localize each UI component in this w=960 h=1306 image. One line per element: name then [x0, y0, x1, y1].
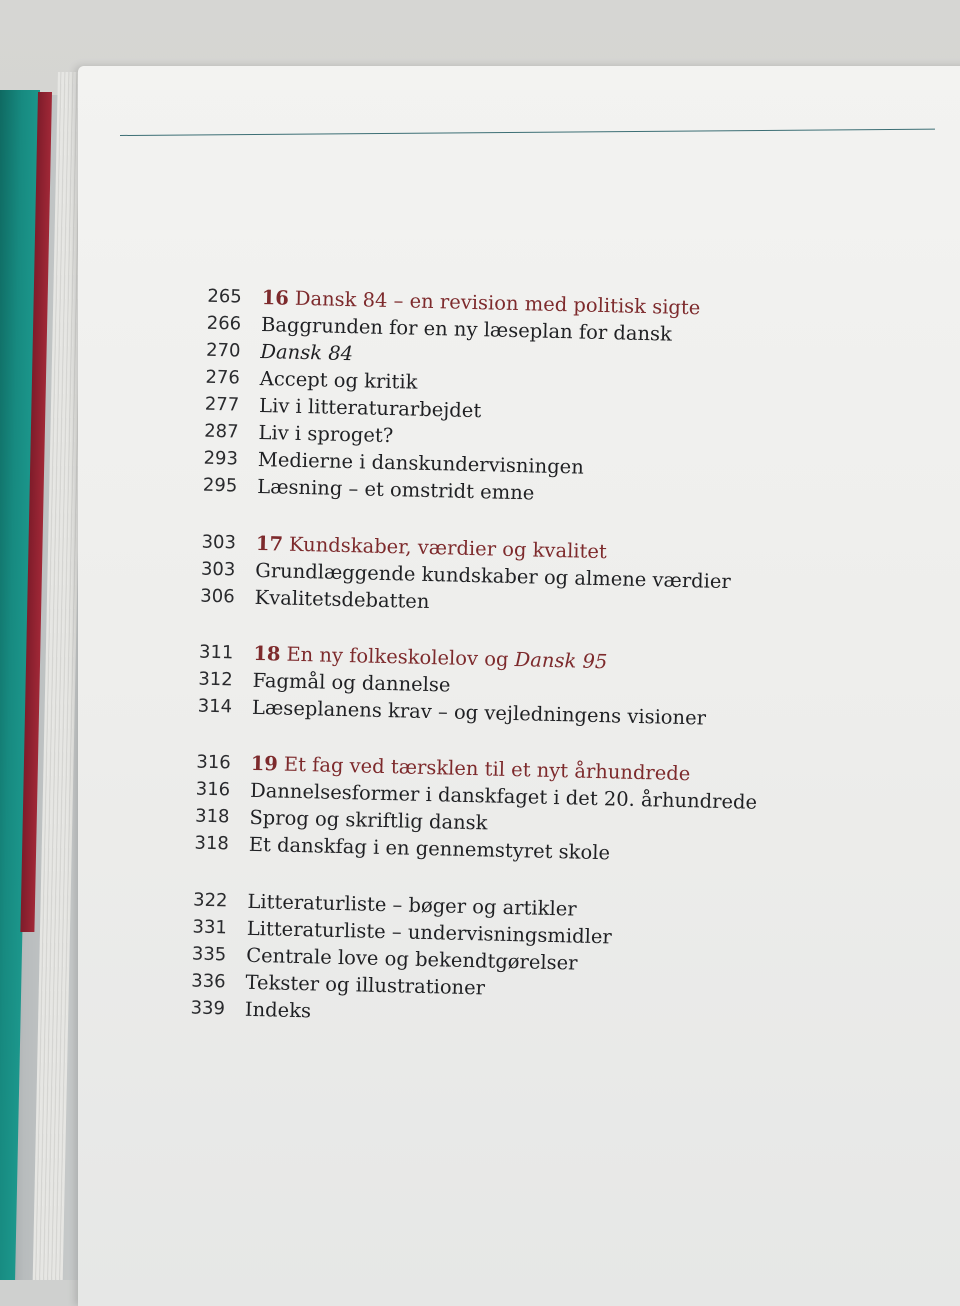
section-title: Sprog og skriftlig dansk — [249, 805, 488, 835]
backmatter-title: Litteraturliste – bøger og artikler — [247, 889, 577, 921]
toc-page-number: 287 — [203, 420, 239, 443]
toc-section — [203, 420, 394, 448]
chapter-title: En ny folkeskolelov og — [286, 642, 509, 671]
section-title: Baggrunden for en ny læseplan for dansk — [260, 312, 673, 346]
toc-page-number: 277 — [204, 393, 240, 416]
chapter-number: 16 — [261, 286, 290, 310]
section-title: Læsning – et omstridt emne — [257, 474, 535, 505]
chapter-number: 18 — [253, 641, 281, 666]
chapter-title: Kundskaber, værdier og kvalitet — [288, 532, 608, 564]
toc-section — [205, 366, 418, 395]
chapter-title-italic: Dansk 95 — [514, 648, 608, 674]
toc-page-number: 276 — [205, 366, 241, 389]
toc-page-number: 336 — [190, 970, 226, 993]
backmatter-title: Centrale love og bekendtgørelser — [245, 943, 578, 975]
toc-section — [205, 339, 354, 366]
toc-page-number: 303 — [201, 531, 237, 554]
toc-page-number: 303 — [200, 558, 236, 581]
section-title: Et danskfag i en gennemstyret skole — [248, 832, 611, 865]
section-title: Fagmål og dannelse — [252, 668, 451, 697]
section-title: Kvalitetsdebatten — [254, 585, 430, 614]
toc-page-number: 335 — [191, 943, 227, 966]
toc-backmatter-item — [190, 997, 312, 1024]
chapter-number: 17 — [255, 531, 284, 556]
toc-page-number: 314 — [197, 695, 233, 718]
toc-section — [200, 585, 430, 614]
toc-page-number: 295 — [202, 474, 238, 497]
toc-page-number: 318 — [194, 832, 230, 855]
toc-page-number: 318 — [194, 805, 230, 828]
toc-page-number: 331 — [192, 916, 228, 939]
backmatter-title: Indeks — [244, 997, 312, 1023]
chapter-number: 19 — [250, 751, 279, 776]
section-title: Accept og kritik — [259, 366, 418, 394]
backmatter-title: Litteraturliste – undervisningsmidler — [246, 916, 612, 949]
toc-page-number: 266 — [206, 312, 242, 335]
section-title: Liv i litteraturarbejdet — [258, 393, 482, 423]
toc-page-number: 312 — [198, 668, 233, 691]
toc-page-number: 306 — [200, 585, 235, 608]
toc-page-number: 339 — [190, 997, 226, 1020]
chapter-title: Et fag ved tærsklen til et nyt århundrede — [283, 752, 691, 786]
toc-page-number: 270 — [205, 339, 241, 362]
toc-page-number: 322 — [192, 889, 228, 912]
section-title: Dannelsesformer i danskfaget i det 20. århundrede — [249, 778, 758, 814]
chapter-title: Dansk 84 – en revision med politisk sigte — [294, 286, 701, 320]
section-title: Grundlæggende kundskaber og almene værdier — [255, 558, 732, 594]
toc-page-number: 311 — [198, 641, 234, 664]
toc-section — [198, 668, 451, 698]
section-title: Medierne i danskundervisningen — [257, 447, 585, 479]
toc-page-number: 293 — [203, 447, 239, 470]
section-title: Dansk 84 — [260, 339, 354, 366]
section-title: Liv i sproget? — [258, 420, 394, 448]
section-title: Læseplanens krav – og vejledningens visioner — [251, 695, 707, 730]
backmatter-title: Tekster og illustrationer — [245, 970, 486, 1000]
toc-page-number: 316 — [195, 778, 231, 801]
toc-page-number: 316 — [196, 751, 232, 774]
toc-page-number: 265 — [207, 285, 242, 308]
